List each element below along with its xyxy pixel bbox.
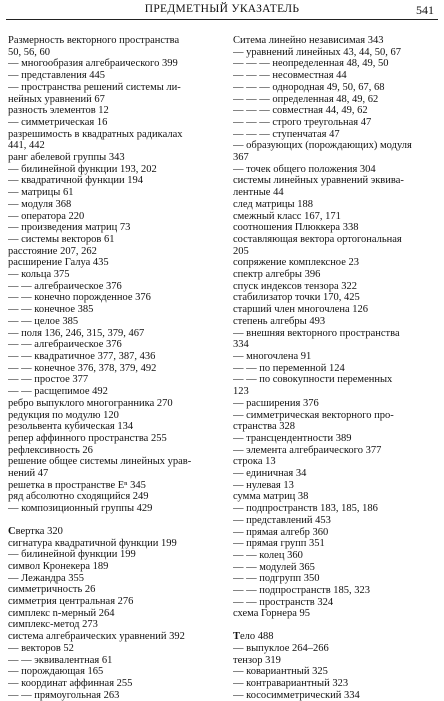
index-entry: Ситема линейно независимая 343 — [233, 35, 384, 46]
index-entry: — оператора 220 — [8, 210, 85, 222]
index-entry: 205 — [233, 245, 249, 257]
index-entry: — уравнений линейных 43, 44, 50, 67 — [233, 46, 402, 58]
index-column-right — [233, 35, 443, 701]
index-entry: — расширения 376 — [233, 397, 319, 409]
index-entry: — ковариантный 325 — [233, 666, 328, 678]
index-entry: — — конечное 385 — [8, 304, 94, 316]
index-entry: — — алгебраическое 376 — [8, 280, 122, 292]
index-entry: ребро выпуклого многогранника 270 — [8, 397, 173, 409]
index-entry: — — модулей 365 — [233, 561, 315, 573]
index-entry: — — алгебраическое 376 — [8, 339, 122, 351]
index-entry: — Лежандра 355 — [8, 572, 84, 584]
index-entry: — — — строго треугольная 47 — [233, 116, 372, 128]
index-entry: — — целое 385 — [8, 315, 79, 327]
index-entry: сумма матриц 38 — [233, 491, 309, 503]
index-entry: 50, 56, 60 — [8, 46, 50, 58]
index-entry: система алгебраических уравнений 392 — [8, 631, 185, 643]
index-entry: — нулевая 13 — [233, 479, 294, 491]
index-entry: соотношения Плюккера 338 — [233, 222, 359, 234]
index-entry: решение общее системы линейных урав- — [8, 456, 192, 468]
index-entry: лентные 44 — [233, 187, 284, 199]
page-number: 541 — [416, 3, 434, 17]
index-entry: — модуля 368 — [8, 198, 72, 210]
index-entry: расширение Галуа 435 — [8, 257, 109, 269]
page-header — [6, 0, 438, 21]
index-entry: степень алгебры 493 — [233, 315, 326, 327]
index-entry: разность элементов 12 — [8, 105, 109, 117]
index-entry: — кососимметрический 334 — [233, 689, 360, 701]
index-entry: — — колец 360 — [233, 549, 303, 561]
index-entry: — билинейной функции 193, 202 — [8, 163, 157, 175]
index-entry: решетка в пространстве Eⁿ 345 — [8, 479, 146, 491]
index-entry: — — — совместная 44, 49, 62 — [233, 105, 368, 117]
index-entry: рефлексивность 26 — [8, 444, 93, 456]
index-entry: — — эквивалентная 61 — [8, 654, 113, 666]
index-entry: — трансцендентности 389 — [233, 432, 352, 444]
index-entry: — — — несовместная 44 — [233, 70, 347, 82]
index-entry: — — пространств 324 — [233, 596, 334, 608]
index-entry: — — — однородная 49, 50, 67, 68 — [233, 81, 385, 93]
index-entry: сигнатура квадратичной функции 199 — [8, 537, 177, 549]
index-entry: симплекс-метод 273 — [8, 619, 98, 631]
index-entry: след матрицы 188 — [233, 198, 313, 210]
index-entry: — — — определенная 48, 49, 62 — [233, 93, 379, 105]
index-entry: 123 — [233, 386, 249, 398]
header-rule — [6, 19, 438, 20]
index-entry: — композиционный группы 429 — [8, 503, 153, 515]
index-entry: — произведения матриц 73 — [8, 222, 131, 234]
section-gap — [8, 515, 221, 526]
section-gap — [233, 620, 443, 631]
index-column-left — [8, 35, 221, 701]
index-entry: — кольца 375 — [8, 269, 70, 281]
index-entry: — многообразия алгебраического 399 — [8, 58, 178, 70]
index-entry: — прямая групп 351 — [233, 538, 325, 550]
index-entry: нений 47 — [8, 468, 49, 480]
index-entry: — многочлена 91 — [233, 350, 312, 362]
index-entry: спектр алгебры 396 — [233, 269, 321, 281]
index-entry: ранг абелевой группы 343 — [8, 152, 125, 164]
running-title: ПРЕДМЕТНЫЙ УКАЗАТЕЛЬ — [144, 3, 300, 15]
section-initial: С — [8, 525, 16, 537]
index-entry: — выпуклое 264–266 — [233, 642, 329, 654]
index-entry: Размерность векторного пространства — [8, 35, 180, 46]
index-entry: — — по переменной 124 — [233, 362, 345, 374]
index-entry: строка 13 — [233, 456, 276, 468]
index-entry: — билинейной функции 199 — [8, 549, 136, 561]
index-entry: составляющая вектора ортогональная — [233, 233, 402, 245]
index-entry: — точек общего положения 304 — [233, 163, 376, 175]
index-entry: — — расщепимое 492 — [8, 386, 108, 398]
index-entry: смежный класс 167, 171 — [233, 210, 341, 222]
index-entry: резольвента кубическая 134 — [8, 421, 134, 433]
index-entry: симметрия центральная 276 — [8, 596, 134, 608]
index-entry: — — подпространств 185, 323 — [233, 585, 371, 597]
index-entry: Тело 488 — [233, 631, 274, 643]
index-entry: — векторов 52 — [8, 642, 74, 654]
index-entry: — — конечно порожденное 376 — [8, 292, 151, 304]
index-entry: системы линейных уравнений эквива- — [233, 175, 404, 187]
index-entry: Свертка 320 — [8, 525, 63, 537]
index-entry: стабилизатор точки 170, 425 — [233, 292, 360, 304]
index-entry: — — по совокупности переменных — [233, 374, 393, 386]
index-entry: нейных уравнений 67 — [8, 93, 105, 105]
index-entry: — — квадратичное 377, 387, 436 — [8, 350, 156, 362]
index-entry: — квадратичной функции 194 — [8, 175, 144, 187]
index-entry: — симметрическая векторного про- — [233, 409, 394, 421]
index-entry: — — — ступенчатая 47 — [233, 128, 340, 140]
index-entry: — — — неопределенная 48, 49, 50 — [233, 58, 389, 70]
index-entry: — единичная 34 — [233, 468, 307, 480]
index-entry: 441, 442 — [8, 140, 45, 152]
index-entry: — прямая алгебр 360 — [233, 526, 329, 538]
index-entry: — представления 445 — [8, 70, 106, 82]
index-entry: — порождающая 165 — [8, 666, 104, 678]
index-entry: — внешняя векторного пространства — [233, 327, 400, 339]
index-entry: расстояние 207, 262 — [8, 245, 97, 257]
index-entry: — матрицы 61 — [8, 187, 74, 199]
index-entry: разрешимость в квадратных радикалах — [8, 128, 183, 140]
index-entry: — подпространств 183, 185, 186 — [233, 503, 378, 515]
index-entry: тензор 319 — [233, 654, 281, 666]
index-entry: — — конечное 376, 378, 379, 492 — [8, 362, 157, 374]
index-entry: странства 328 — [233, 421, 296, 433]
index-entry: — образующих (порождающих) модуля — [233, 140, 412, 152]
index-entry: — пространства решений системы ли- — [8, 81, 181, 93]
index-entry: — поля 136, 246, 315, 379, 467 — [8, 327, 145, 339]
index-entry: — — прямоугольная 263 — [8, 689, 120, 701]
index-entry: — симметрическая 16 — [8, 116, 108, 128]
index-entry: старший член многочлена 126 — [233, 304, 369, 316]
index-entry: 367 — [233, 152, 249, 164]
index-entry: симплекс n-мерный 264 — [8, 607, 115, 619]
index-entry: — представлений 453 — [233, 514, 331, 526]
section-initial: Т — [233, 631, 241, 643]
index-entry: ряд абсолютно сходящийся 249 — [8, 491, 149, 503]
index-entry: — контравариантный 323 — [233, 677, 349, 689]
index-entry: спуск индексов тензора 322 — [233, 280, 357, 292]
index-entry: — системы векторов 61 — [8, 233, 115, 245]
index-entry: 334 — [233, 339, 249, 351]
index-entry: схема Горнера 95 — [233, 608, 310, 620]
index-entry: — — подгрупп 350 — [233, 573, 320, 585]
index-entry: редукция по модулю 120 — [8, 409, 119, 421]
index-entry: репер аффинного пространства 255 — [8, 432, 167, 444]
index-entry: — координат аффинная 255 — [8, 677, 133, 689]
index-entry: символ Кронекера 189 — [8, 560, 109, 572]
index-entry: — элемента алгебраического 377 — [233, 444, 382, 456]
index-entry: сопряжение комплексное 23 — [233, 257, 359, 269]
index-entry: — — простое 377 — [8, 374, 89, 386]
index-entry: симметричность 26 — [8, 584, 96, 596]
